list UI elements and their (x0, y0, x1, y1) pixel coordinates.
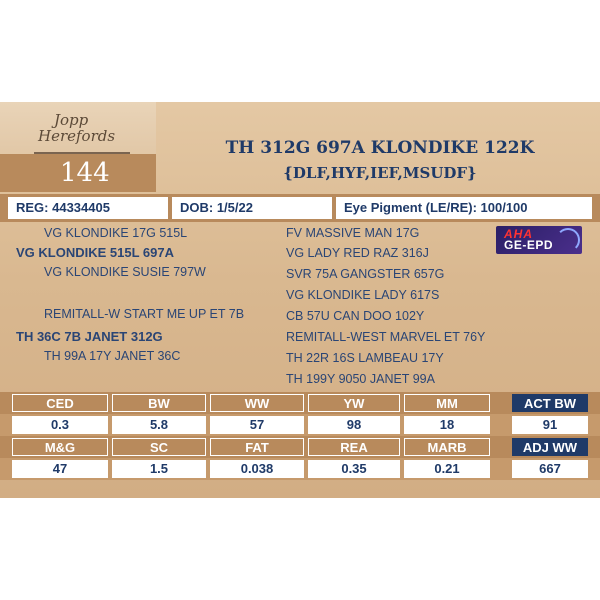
pedigree-right-4: VG KLONDIKE LADY 617S (286, 288, 440, 302)
pedigree-right-6: REMITALL-WEST MARVEL ET 76Y (286, 330, 486, 344)
badge-swoosh-icon (556, 228, 580, 252)
epd-value-marb: 0.21 (404, 460, 490, 478)
pedigree-right-7: TH 22R 16S LAMBEAU 17Y (286, 351, 444, 365)
epd-value-fat: 0.038 (210, 460, 304, 478)
epd-header-bw: BW (112, 394, 206, 412)
epd-value-ced: 0.3 (12, 416, 108, 434)
logo-line-2: Herefords (38, 127, 116, 145)
act-bw-value: 91 (512, 416, 588, 434)
epd-value-ww: 57 (210, 416, 304, 434)
logo (38, 112, 138, 156)
pedigree-sire: VG KLONDIKE 515L 697A (16, 245, 174, 260)
epd-header-rea: REA (308, 438, 400, 456)
pedigree-sire-sire: VG KLONDIKE 17G 515L (44, 226, 188, 240)
epd-header-ww: WW (210, 394, 304, 412)
adj-ww-label: ADJ WW (512, 438, 588, 456)
pedigree-dam: TH 36C 7B JANET 312G (16, 329, 163, 344)
epd-value-yw: 98 (308, 416, 400, 434)
registration-number: REG: 44334405 (8, 197, 168, 219)
epd-header-mg: M&G (12, 438, 108, 456)
epd-header-marb: MARB (404, 438, 490, 456)
epd-header-fat: FAT (210, 438, 304, 456)
epd-value-mg: 47 (12, 460, 108, 478)
epd-value-sc: 1.5 (112, 460, 206, 478)
badge-line-1: AHA (504, 227, 533, 241)
eye-pigment: Eye Pigment (LE/RE): 100/100 (336, 197, 592, 219)
badge-line-2: GE-EPD (504, 238, 554, 252)
epd-header-yw: YW (308, 394, 400, 412)
logo-line-1: Jopp (54, 111, 89, 129)
pedigree-right-5: CB 57U CAN DOO 102Y (286, 309, 425, 323)
epd-value-mm: 18 (404, 416, 490, 434)
act-bw-label: ACT BW (512, 394, 588, 412)
genetic-codes: {DLF,HYF,IEF,MSUDF} (283, 164, 477, 182)
pedigree-sire-dam: VG KLONDIKE SUSIE 797W (44, 265, 206, 279)
pedigree-dam-dam: TH 99A 17Y JANET 36C (44, 349, 181, 363)
lot-number: 144 (60, 158, 110, 188)
pedigree-right-3: SVR 75A GANGSTER 657G (286, 267, 445, 281)
epd-value-bw: 5.8 (112, 416, 206, 434)
bull-name: TH 312G 697A KLONDIKE 122K (225, 138, 535, 158)
pedigree-right-1: FV MASSIVE MAN 17G (286, 226, 420, 240)
adj-ww-value: 667 (512, 460, 588, 478)
aha-ge-epd-badge (496, 226, 582, 254)
epd-header-ced: CED (12, 394, 108, 412)
date-of-birth: DOB: 1/5/22 (172, 197, 332, 219)
epd-header-mm: MM (404, 394, 490, 412)
pedigree-right-8: TH 199Y 9050 JANET 99A (286, 372, 435, 386)
lot-card (0, 102, 600, 498)
epd-header-sc: SC (112, 438, 206, 456)
epd-value-rea: 0.35 (308, 460, 400, 478)
pedigree-right-2: VG LADY RED RAZ 316J (286, 246, 429, 260)
pedigree-dam-sire: REMITALL-W START ME UP ET 7B (44, 307, 245, 321)
